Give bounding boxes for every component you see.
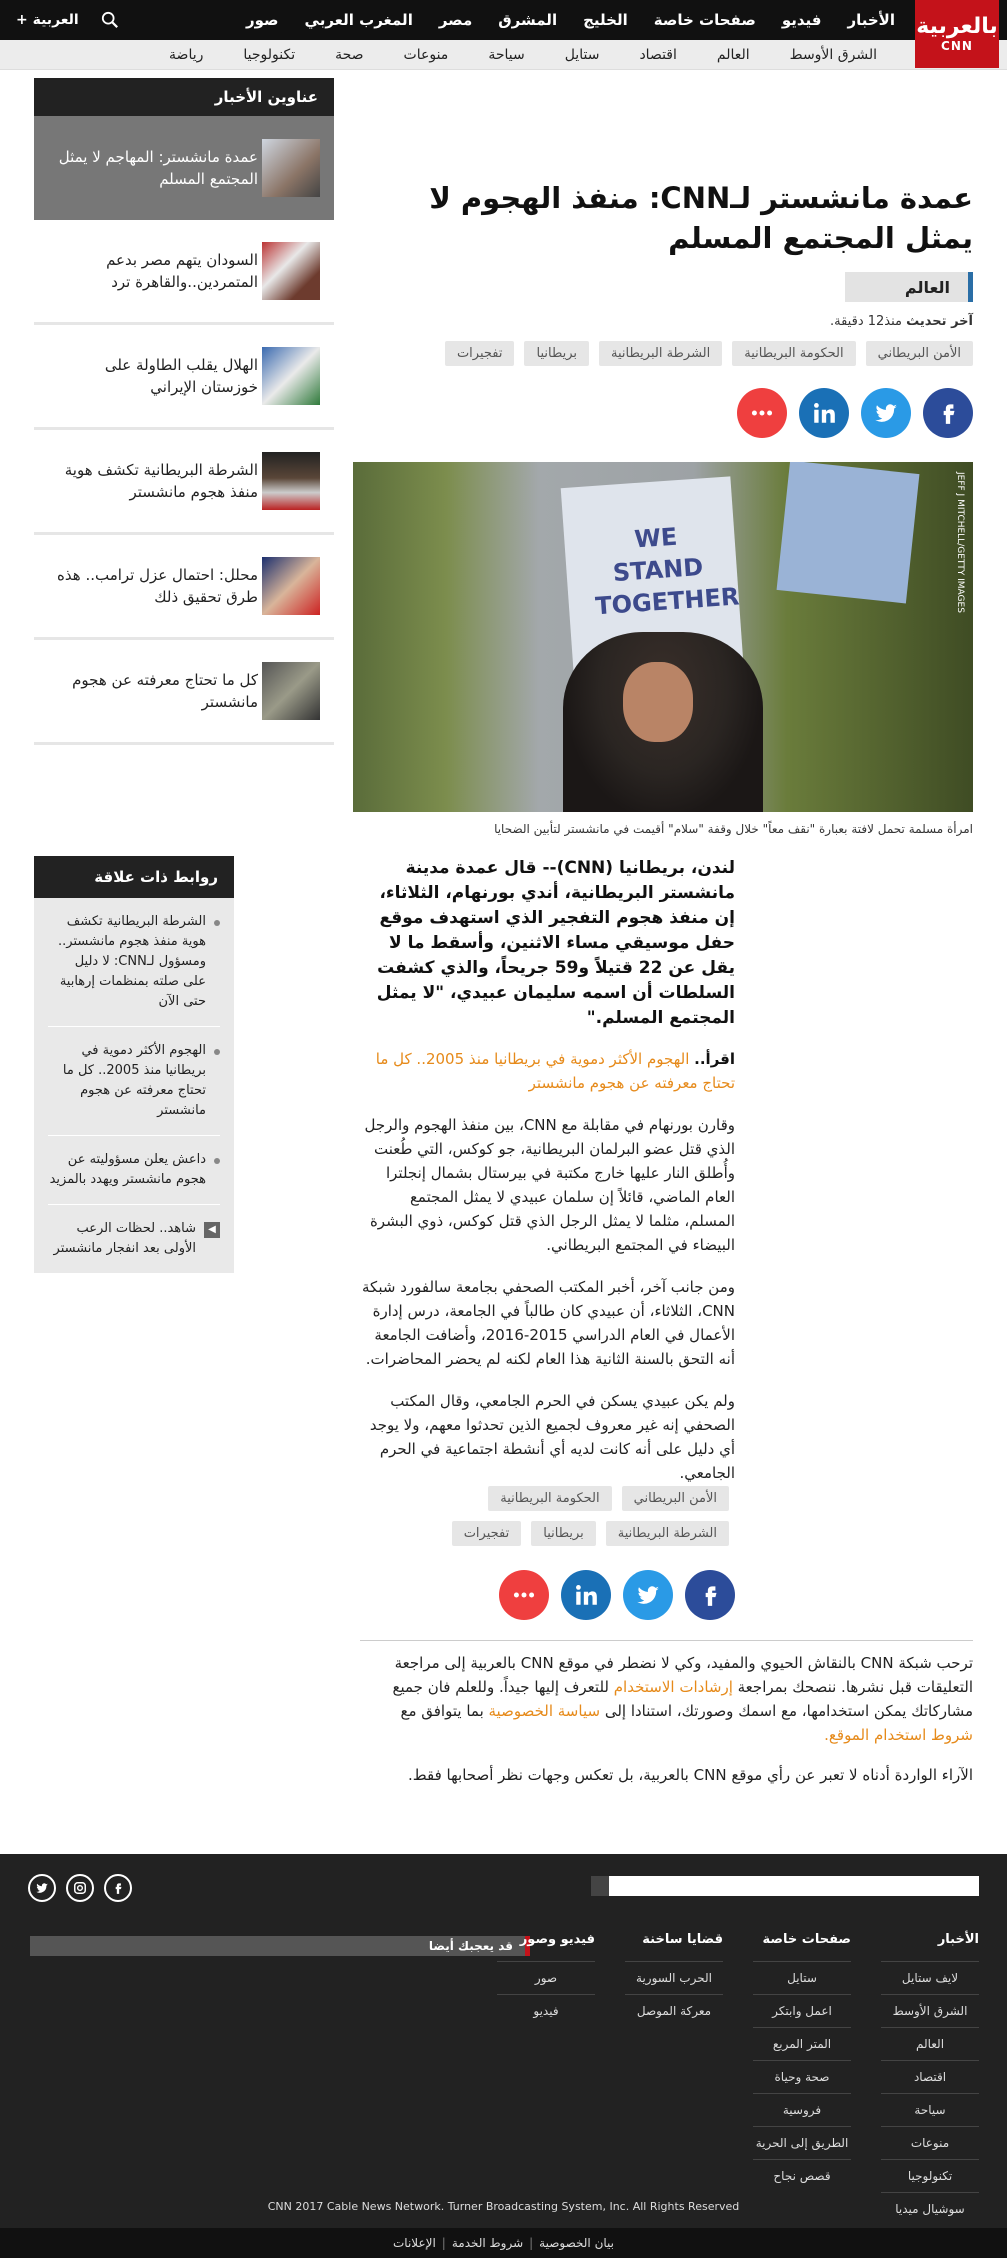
footer-column-heading: صفحات خاصة xyxy=(762,1932,851,1947)
subnav-middle-east[interactable]: الشرق الأوسط xyxy=(789,47,877,63)
article-lead: لندن، بريطانيا (CNN)-- قال عمدة مدينة مانشستر البريطانية، أندي بورنهام، الثلاثاء، إن منفذ هجوم التفجير الذي استهدف موقع حفل موسيقي مساء الاثنين، وأسقط ما لا يقل عن 22 قتيلاً و59 جريحاً، والذي كشفت السلطات أن اسمه سليمان عبيدي، "لا يمثل المجتمع المسلم." xyxy=(376,858,735,1028)
footer-link[interactable]: الطريق إلى الحرية xyxy=(753,2126,851,2159)
headline-thumbnail xyxy=(262,242,320,300)
nav-levant[interactable]: المشرق xyxy=(498,11,558,29)
facebook-footer-button[interactable] xyxy=(104,1874,132,1902)
tag[interactable]: الشرطة البريطانية xyxy=(606,1521,729,1546)
separator: | xyxy=(529,2236,534,2250)
guidelines-link[interactable]: إرشادات الاستخدام xyxy=(613,1678,733,1696)
updated-label: آخر تحديث xyxy=(906,314,973,329)
disclaimer-text: ترحب شبكة CNN بالنقاش الحيوي والمفيد، وكي لا نضطر في موقع CNN بالعربية إلى مراجعة التعليقات قبل نشرها. ننصحك بمراجعة xyxy=(394,1654,973,1696)
headlines-sidebar xyxy=(34,78,334,745)
disclaimer-text: للتعرف إليها جيداً. وللعلم فان جميع مشاركاتك يمكن استخدامها، مع اسمك وصورتك، استنادا إلى xyxy=(392,1678,973,1720)
headline-text: السودان يتهم مصر بدعم المتمردين..والقاهرة ترد xyxy=(106,251,258,291)
nav-maghreb[interactable]: المغرب العربي xyxy=(304,11,413,29)
facebook-icon xyxy=(111,1881,125,1895)
footer-columns xyxy=(497,1932,979,2225)
linkedin-icon xyxy=(573,1582,599,1608)
sub-bar xyxy=(0,40,1007,70)
footer-link[interactable]: اقتصاد xyxy=(881,2060,979,2093)
footer-link[interactable]: صحة وحياة xyxy=(753,2060,851,2093)
tag[interactable]: الأمن البريطاني xyxy=(866,341,973,366)
sub-nav xyxy=(169,40,877,70)
bottom-bar xyxy=(0,2228,1007,2258)
tags-top xyxy=(360,341,973,366)
article-title: عمدة مانشستر لـCNN: منفذ الهجوم لا يمثل المجتمع المسلم xyxy=(429,181,973,255)
facebook-icon xyxy=(697,1582,723,1608)
related-item-text: الشرطة البريطانية تكشف هوية منفذ هجوم مانشستر.. ومسؤول لـCNN: لا دليل على صلته بمنظمات إرهابية حتى الآن xyxy=(58,914,206,1009)
photo-sign-background xyxy=(777,462,920,603)
article-paragraph: وقارن بورنهام في مقابلة مع CNN، بين منفذ الهجوم والرجل الذي قتل عضو البرلمان البريطانية، جو كوكس، التي طُعنت وأُطلق النار عليها خارج مكتبة في بيرستال بشمال إنجلترا العام الماضي، قائلاً إن سلمان عبيدي لا يمثل المجتمع المسلم، مثلما لا يمثل الرجل الذي قتل كوكس، ذوي البشرة البيضاء في المجتمع البريطاني. xyxy=(364,1116,735,1254)
tag[interactable]: بريطانيا xyxy=(531,1521,596,1546)
top-tools xyxy=(16,0,119,40)
copyright: CNN 2017 Cable News Network. Turner Broadcasting System, Inc. All Rights Reserved xyxy=(267,2200,740,2213)
footer-link[interactable]: صور xyxy=(497,1961,595,1994)
subnav-travel[interactable]: سياحة xyxy=(488,47,525,63)
related-item-text: داعش يعلن مسؤوليته عن هجوم مانشستر ويهدد بالمزيد xyxy=(49,1152,206,1187)
headlines-title: عناوين الأخبار xyxy=(34,78,334,116)
article-header xyxy=(360,178,973,836)
comments-disclaimer xyxy=(360,1640,973,1787)
more-dots-icon xyxy=(749,400,775,426)
tag[interactable]: بريطانيا xyxy=(524,341,589,366)
headline-text: الشرطة البريطانية تكشف هوية منفذ هجوم مانشستر xyxy=(64,461,258,501)
separator: | xyxy=(441,2236,446,2250)
subnav-tech[interactable]: تكنولوجيا xyxy=(243,47,296,63)
main-nav xyxy=(246,0,895,40)
twitter-share-button[interactable] xyxy=(623,1570,673,1620)
more-share-button[interactable] xyxy=(737,388,787,438)
tags-bottom xyxy=(369,1486,729,1546)
headline-text: الهلال يقلب الطاولة على خوزستان الإيراني xyxy=(104,356,258,396)
footer-link[interactable]: منوعات xyxy=(881,2126,979,2159)
more-share-button[interactable] xyxy=(499,1570,549,1620)
related-title: روابط ذات علاقة xyxy=(34,856,234,898)
logo-arabic: بالعربية xyxy=(916,14,998,39)
photo-face xyxy=(623,662,693,742)
headline-item[interactable] xyxy=(34,535,334,640)
headline-thumbnail xyxy=(262,452,320,510)
footer-column-special xyxy=(753,1932,851,2225)
twitter-icon xyxy=(635,1582,661,1608)
updated-time xyxy=(360,314,973,329)
footer xyxy=(0,1854,1007,2228)
tag[interactable]: تفجيرات xyxy=(452,1521,522,1546)
related-item[interactable] xyxy=(48,898,220,1027)
read-also xyxy=(355,1047,735,1095)
disclaimer-paragraph xyxy=(360,1651,973,1747)
twitter-footer-button[interactable] xyxy=(28,1874,56,1902)
photo-credit: JEFF J MITCHELL/GETTY IMAGES xyxy=(955,472,965,613)
footer-column-heading: فيديو وصور xyxy=(519,1932,595,1947)
subnav-world[interactable]: العالم xyxy=(716,47,750,63)
footer-link[interactable]: ستايل xyxy=(753,1961,851,1994)
tag[interactable]: الحكومة البريطانية xyxy=(488,1486,611,1511)
headline-item[interactable] xyxy=(34,220,334,325)
language-switch[interactable]: العربية + xyxy=(16,12,79,28)
article-body xyxy=(355,856,735,1485)
footer-link[interactable]: العالم xyxy=(881,2027,979,2060)
headline-thumbnail xyxy=(262,557,320,615)
footer-link[interactable]: الحرب السورية xyxy=(625,1961,723,1994)
linkedin-share-button[interactable] xyxy=(561,1570,611,1620)
facebook-icon xyxy=(935,400,961,426)
headline-item[interactable] xyxy=(34,640,334,745)
footer-link[interactable]: اعمل وابتكر xyxy=(753,1994,851,2027)
nav-egypt[interactable]: مصر xyxy=(438,11,473,29)
subnav-variety[interactable]: منوعات xyxy=(403,47,449,63)
updated-value: منذ12 دقيقة. xyxy=(830,314,903,329)
article-paragraph: ولم يكن عبيدي يسكن في الحرم الجامعي، وقال المكتب الصحفي إنه غير معروف لجميع الذين تحدثوا معهم، ولا يوجد أي دليل على أنه كانت لديه أي أنشطة اجتماعية في الحرم الجامعي. xyxy=(369,1392,735,1482)
tag[interactable]: الأمن البريطاني xyxy=(622,1486,729,1511)
privacy-link[interactable]: بيان الخصوصية xyxy=(539,2236,615,2250)
twitter-icon xyxy=(35,1881,49,1895)
read-also-link[interactable]: الهجوم الأكثر دموية في بريطانيا منذ 2005.. كل ما تحتاج معرفته عن هجوم مانشستر xyxy=(375,1050,735,1092)
nav-photos[interactable]: صور xyxy=(245,11,279,29)
disclaimer-text: بما يتوافق مع xyxy=(400,1702,489,1720)
subnav-economy[interactable]: اقتصاد xyxy=(639,47,677,63)
tag[interactable]: تفجيرات xyxy=(445,341,515,366)
footer-link[interactable]: قصص نجاح xyxy=(753,2159,851,2192)
headline-thumbnail xyxy=(262,662,320,720)
subnav-health[interactable]: صحة xyxy=(335,47,364,63)
instagram-icon xyxy=(73,1881,87,1895)
footer-column-news xyxy=(881,1932,979,2225)
footer-column-media xyxy=(497,1932,595,2225)
nav-special-pages[interactable]: صفحات خاصة xyxy=(653,11,756,29)
footer-column-hot-topics xyxy=(625,1932,723,2225)
footer-search-input[interactable] xyxy=(591,1876,979,1896)
related-item[interactable] xyxy=(48,1027,220,1136)
disclaimer-note: الآراء الواردة أدناه لا تعبر عن رأي موقع CNN بالعربية، بل تعكس وجهات نظر أصحابها فقط. xyxy=(408,1766,973,1784)
related-item[interactable] xyxy=(48,1136,220,1205)
nav-news[interactable]: الأخبار xyxy=(847,11,895,29)
play-icon: ◀ xyxy=(204,1222,220,1238)
share-buttons-top xyxy=(360,388,973,438)
site-logo[interactable] xyxy=(915,0,999,68)
twitter-icon xyxy=(873,400,899,426)
headline-text: محلل: احتمال عزل ترامب.. هذه طرق تحقيق ذلك xyxy=(57,566,258,606)
related-item-text: الهجوم الأكثر دموية في بريطانيا منذ 2005.. كل ما تحتاج معرفته عن هجوم مانشستر xyxy=(62,1043,206,1118)
tag[interactable]: الحكومة البريطانية xyxy=(732,341,855,366)
related-links xyxy=(34,856,234,1273)
linkedin-icon xyxy=(811,400,837,426)
search-icon[interactable] xyxy=(101,11,119,29)
headline-item[interactable] xyxy=(34,325,334,430)
footer-link[interactable]: فيديو xyxy=(497,1994,595,2027)
footer-link[interactable]: المتر المربع xyxy=(753,2027,851,2060)
privacy-policy-link[interactable]: سياسة الخصوصية xyxy=(488,1702,601,1720)
related-item-text: شاهد.. لحظات الرعب الأولى بعد انفجار مانشستر xyxy=(53,1221,196,1256)
you-may-like-bar: قد يعجبك أيضا xyxy=(30,1936,530,1956)
subnav-style[interactable]: ستايل xyxy=(564,47,600,63)
footer-link[interactable]: لايف ستايل xyxy=(881,1961,979,1994)
more-dots-icon xyxy=(511,1582,537,1608)
logo-cnn: CNN xyxy=(941,39,973,53)
footer-link[interactable]: الشرق الأوسط xyxy=(881,1994,979,2027)
top-bar xyxy=(0,0,1007,40)
footer-link[interactable]: سياحة xyxy=(881,2093,979,2126)
headline-item[interactable] xyxy=(34,430,334,535)
subnav-sports[interactable]: رياضة xyxy=(169,47,204,63)
footer-link[interactable]: معركة الموصل xyxy=(625,1994,723,2027)
facebook-share-button[interactable] xyxy=(685,1570,735,1620)
linkedin-share-button[interactable] xyxy=(799,388,849,438)
photo-sign-text: WE STAND TOGETHER xyxy=(594,522,741,621)
terms-of-service-link[interactable]: شروط الخدمة xyxy=(451,2236,524,2250)
tag[interactable]: الشرطة البريطانية xyxy=(599,341,722,366)
article-photo xyxy=(353,462,973,812)
twitter-share-button[interactable] xyxy=(861,388,911,438)
article-paragraph: ومن جانب آخر، أخبر المكتب الصحفي بجامعة سالفورد شبكة CNN، الثلاثاء، أن عبيدي كان طالباً في الجامعة، درس إدارة الأعمال في العام الدراسي 2015-2016، وأضافت الجامعة أنه التحق بالسنة الثانية هذا العام لكنه لم يحضر المحاضرات. xyxy=(362,1278,735,1368)
headline-thumbnail xyxy=(262,139,320,197)
nav-video[interactable]: فيديو xyxy=(781,11,822,29)
footer-link[interactable]: تكنولوجيا xyxy=(881,2159,979,2192)
footer-column-heading: الأخبار xyxy=(937,1932,979,1947)
share-buttons-bottom xyxy=(499,1570,735,1620)
bullet-icon xyxy=(214,1049,220,1055)
section-tag[interactable]: العالم xyxy=(845,272,973,302)
instagram-footer-button[interactable] xyxy=(66,1874,94,1902)
terms-link[interactable]: شروط استخدام الموقع. xyxy=(824,1726,973,1744)
footer-social xyxy=(28,1874,132,1902)
bullet-icon xyxy=(214,920,220,926)
ads-link[interactable]: الإعلانات xyxy=(393,2236,436,2250)
facebook-share-button[interactable] xyxy=(923,388,973,438)
headline-item[interactable] xyxy=(34,116,334,220)
footer-link[interactable]: فروسية xyxy=(753,2093,851,2126)
read-also-label: اقرأ.. xyxy=(694,1050,735,1068)
footer-column-heading: قضايا ساخنة xyxy=(642,1932,723,1947)
footer-link[interactable]: سوشيال ميديا xyxy=(881,2192,979,2225)
headline-text: عمدة مانشستر: المهاجم لا يمثل المجتمع المسلم xyxy=(58,148,258,188)
nav-gulf[interactable]: الخليج xyxy=(583,11,628,29)
photo-caption: امرأة مسلمة تحمل لافتة بعبارة "نقف معاً" خلال وقفة "سلام" أقيمت في مانشستر لتأبين الضحايا xyxy=(494,822,973,836)
headline-text: كل ما تحتاج معرفته عن هجوم مانشستر xyxy=(72,671,258,711)
related-item[interactable] xyxy=(48,1205,220,1273)
bullet-icon xyxy=(214,1158,220,1164)
headline-thumbnail xyxy=(262,347,320,405)
